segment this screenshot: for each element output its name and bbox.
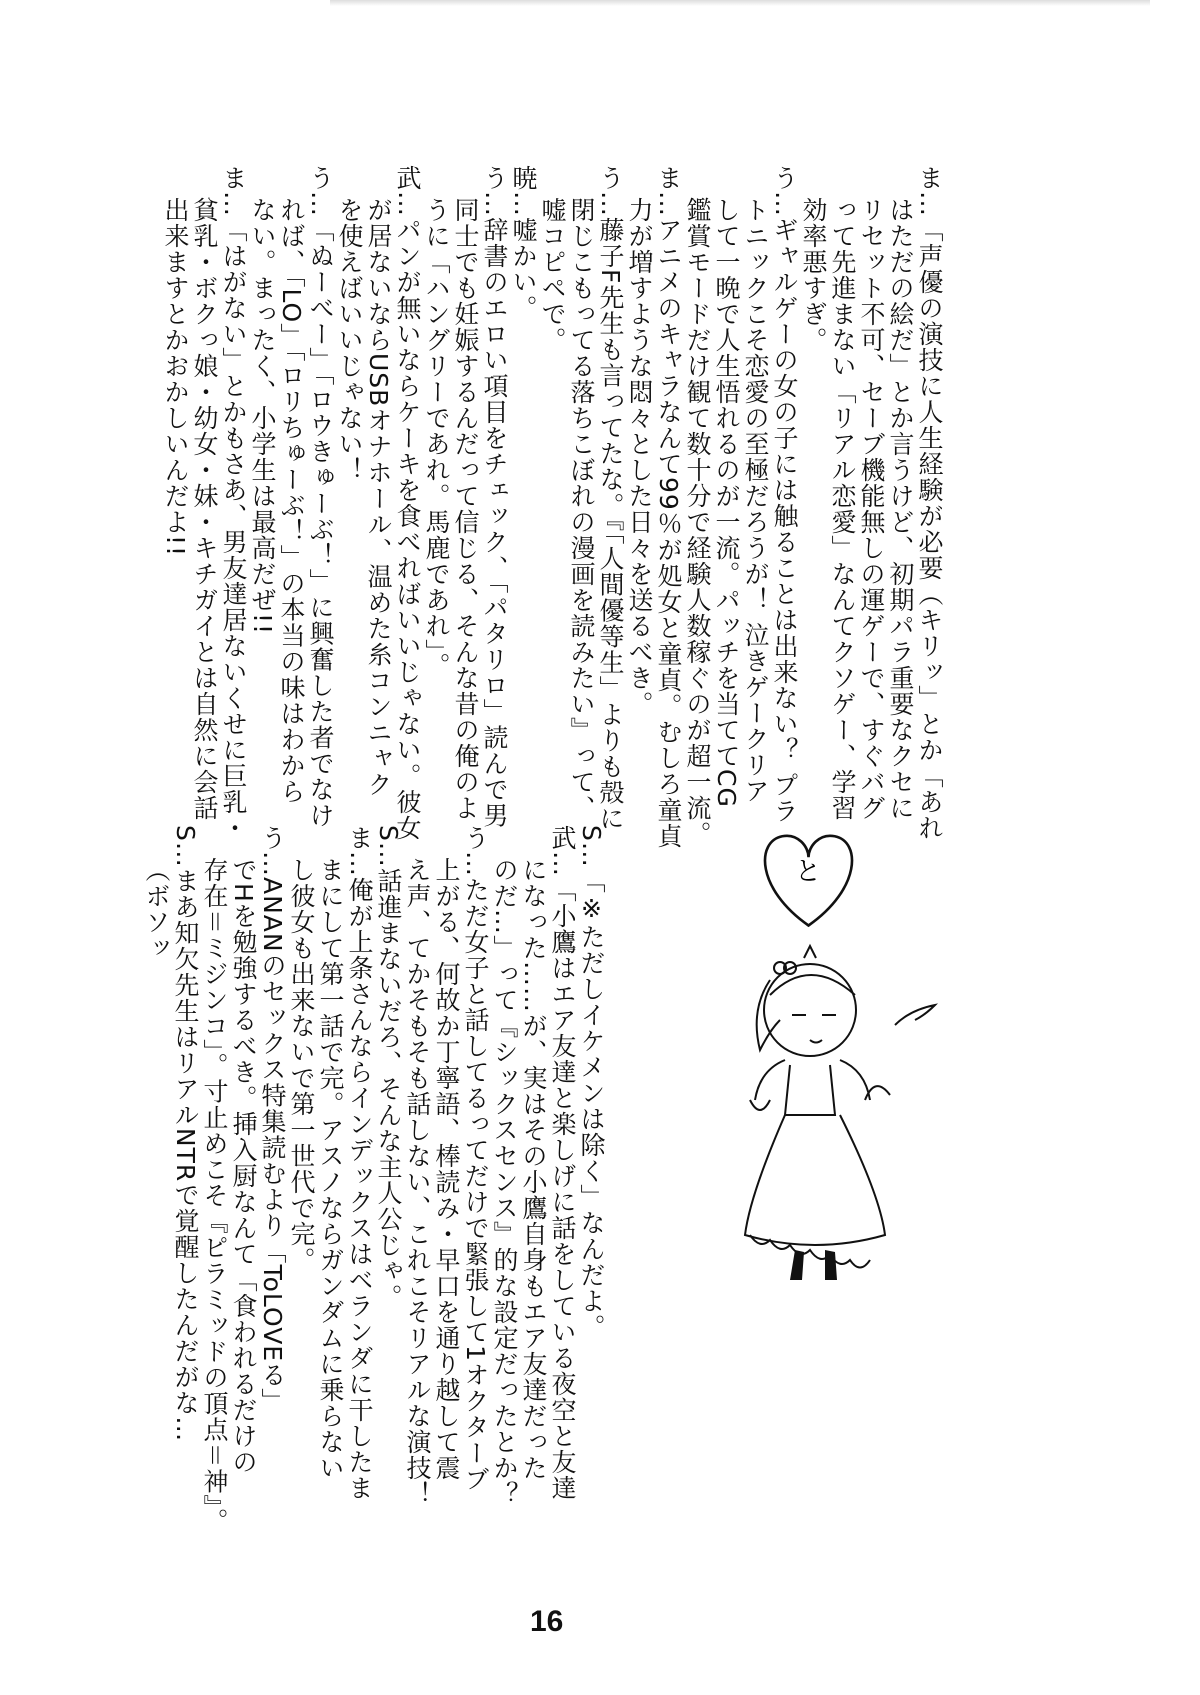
dialogue-line: 鑑賞モードだけ観て数十分で経験人数稼ぐのが超一流。 [683,197,712,847]
dialogue-line: って先進まない「リアル恋愛」なんてクソゲー、学習 [828,197,857,821]
dialogue-line-speaker: ま…「声優の演技に人生経験が必要（キリッ」とか「あれ [915,165,944,841]
dialogue-line-speaker: う…「ぬーべー」「ロウきゅーぶ！」に興奮した者でなけ [306,165,335,829]
dialogue-line-speaker: ま…アニメのキャラなんて99％が処女と童貞。むしろ童貞 [654,165,683,849]
dialogue-line-speaker: ま…「はがない」とかもさあ、男友達居ないくせに巨乳・ [219,165,248,841]
dialogue-line: 上がる、何故か丁寧語、棒読み・早口を通り越して震 [432,857,461,1481]
dialogue-line-speaker: ま…俺が上条さんならインデックスはベランダに干したま [345,825,374,1501]
dialogue-line: れば、「LO」「ロリちゅーぶ！」の本当の味はわから [277,197,306,805]
dialogue-line: え声、てかそもそも話しない、これこそリアルな演技！ [403,857,432,1507]
dialogue-line: 存在＝ミジンコ」。寸止めこそ『ピラミッドの頂点＝神』。 [200,857,229,1535]
dialogue-line: し彼女も出来ないで第一世代で完。 [287,857,316,1273]
dialogue-line: うに「ハングリーであれ。馬鹿であれ」。 [422,197,451,679]
dialogue-line: 効率悪すぎ。 [799,197,828,353]
dialogue-line: まにして第一話で完。アスノならガンダムに乗らない [316,857,345,1481]
dialogue-line: 力が増すような悶々とした日々を送るべき。 [625,197,654,717]
dialogue-line: でHを勉強するべき。挿入厨なんて「食われるだけの [229,857,258,1475]
dialogue-block-top [161,165,944,849]
dialogue-line: 閉じこもってる落ちこぼれの漫画を読みたい』って、 [567,197,596,821]
dialogue-line: 嘘コピペで。 [538,197,567,353]
dialogue-line-speaker: 暁…嘘かい。 [509,165,538,321]
dialogue-line: が居ないならUSBオナホール、温めた糸コンニャク [364,197,393,798]
dialogue-line: 出来ますとかおかしいんだよ!! [161,197,190,558]
dialogue-line-speaker: 武…「小鷹はエア友達と楽しげに話をしている夜空と友達 [548,825,577,1501]
dialogue-line: （ボソッ [142,857,171,961]
dialogue-line: のだ…」って『シックスセンス』的な設定だったとか？ [490,857,519,1507]
chibi-girl-illustration [730,810,970,1310]
dialogue-line: トニックこそ恋愛の至極だろうが！ 泣きゲークリア [741,197,770,804]
dialogue-line-speaker: う…辞書のエロい項目をチェック、「パタリロ」読んで男 [480,165,509,829]
dialogue-line: を使えばいいじゃない！ [335,197,364,483]
dialogue-line-speaker: う…ギャルゲーの女の子には触ることは出来ない？ プラ [770,165,799,824]
dialogue-line: リセット不可、セーブ機能無しの運ゲーで、すぐバグ [857,197,886,821]
dialogue-line-speaker: S…話進まないだろ、そんな主人公じゃ。 [374,825,403,1310]
heart-letter: と [794,857,822,887]
dialogue-line-speaker: S…「※ただしイケメンは除く」なんだよ。 [577,825,606,1340]
dialogue-block-bottom [142,825,606,1535]
dialogue-line: ない。まったく、小学生は最高だぜ!! [248,197,277,636]
page-edge-shadow [330,0,1150,6]
heart-icon [765,836,852,926]
dialogue-line: 同士でも妊娠するんだって信じる、そんな昔の俺のよ [451,197,480,821]
dialogue-line: 貧乳・ボクっ娘・幼女・妹・キチガイとは自然に会話 [190,197,219,821]
dialogue-line-speaker: う…藤子F先生も言ってたな。『「人間優等生」よりも殻に [596,165,625,832]
dialogue-line: して一晩で人生悟れるのが一流。パッチを当ててCG [712,197,741,808]
dialogue-line-speaker: う…ただ女子と話してるってだけで緊張して1オクターブ [461,825,490,1492]
dialogue-line: になった……が、実はその小鷹自身もエア友達だった [519,857,548,1481]
dialogue-line-speaker: S…まあ知欠先生はリアルNTRで覚醒したんだがな… [171,825,200,1443]
dialogue-line-speaker: う…ANANのセックス特集読むより「ToLOVEる」 [258,825,287,1415]
dialogue-line-speaker: 武…パンが無いならケーキを食べればいいじゃない。彼女 [393,165,422,841]
dialogue-line: はただの絵だ」とか言うけど、初期パラ重要なクセに [886,197,915,821]
page-number: 16 [530,1605,564,1638]
